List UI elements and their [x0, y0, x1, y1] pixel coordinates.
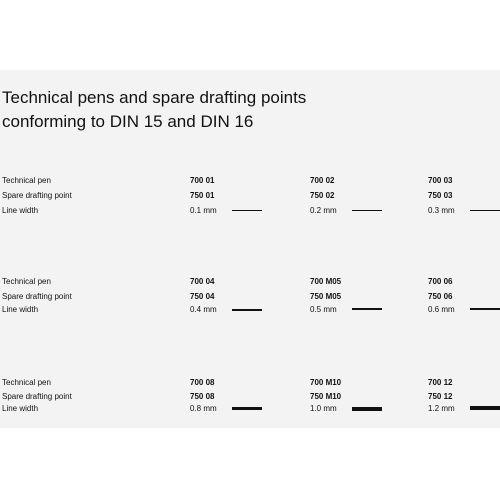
line-width-value: 0.3 mm [428, 206, 455, 215]
point-code: 750 M05 [310, 292, 342, 301]
pen-code: 700 04 [190, 277, 215, 286]
line-width-value: 1.2 mm [428, 404, 455, 413]
technical-pen-label: Technical pen [2, 378, 51, 387]
line-sample-1-2 [352, 308, 382, 310]
title-line-1: Technical pens and spare drafting points [2, 88, 307, 107]
line-width-value: 0.5 mm [310, 305, 337, 314]
line-width-label: Line width [2, 404, 39, 413]
pen-code: 700 06 [428, 277, 453, 286]
technical-pen-label: Technical pen [2, 277, 51, 286]
line-sample-0-3 [470, 210, 500, 211]
pen-code: 700 M10 [310, 378, 342, 387]
point-code: 750 06 [428, 292, 453, 301]
line-sample-1-1 [232, 309, 262, 311]
pen-code: 700 01 [190, 176, 215, 185]
line-width-value: 0.2 mm [310, 206, 337, 215]
line-sample-0-2 [352, 210, 382, 211]
point-code: 750 03 [428, 191, 453, 200]
point-code: 750 04 [190, 292, 215, 301]
point-code: 750 02 [310, 191, 335, 200]
line-width-label: Line width [2, 305, 39, 314]
line-sample-2-3 [470, 406, 500, 410]
line-sample-1-3 [470, 308, 500, 310]
pen-code: 700 12 [428, 378, 453, 387]
line-sample-0-1 [232, 210, 262, 211]
line-width-value: 0.8 mm [190, 404, 217, 413]
line-sample-2-2 [352, 407, 382, 411]
pen-code: 700 03 [428, 176, 453, 185]
point-code: 750 12 [428, 392, 453, 401]
spare-point-label: Spare drafting point [2, 392, 72, 401]
line-width-label: Line width [2, 206, 39, 215]
line-width-value: 0.1 mm [190, 206, 217, 215]
line-width-value: 0.6 mm [428, 305, 455, 314]
pen-code: 700 02 [310, 176, 335, 185]
spare-point-label: Spare drafting point [2, 292, 72, 301]
spare-point-label: Spare drafting point [2, 191, 72, 200]
pen-code: 700 M05 [310, 277, 342, 286]
point-code: 750 M10 [310, 392, 342, 401]
line-sample-2-1 [232, 407, 262, 410]
pen-code: 700 08 [190, 378, 215, 387]
point-code: 750 01 [190, 191, 215, 200]
line-width-value: 1.0 mm [310, 404, 337, 413]
point-code: 750 08 [190, 392, 215, 401]
title-line-2: conforming to DIN 15 and DIN 16 [2, 112, 254, 131]
line-width-value: 0.4 mm [190, 305, 217, 314]
page-title [2, 86, 306, 134]
technical-pen-label: Technical pen [2, 176, 51, 185]
